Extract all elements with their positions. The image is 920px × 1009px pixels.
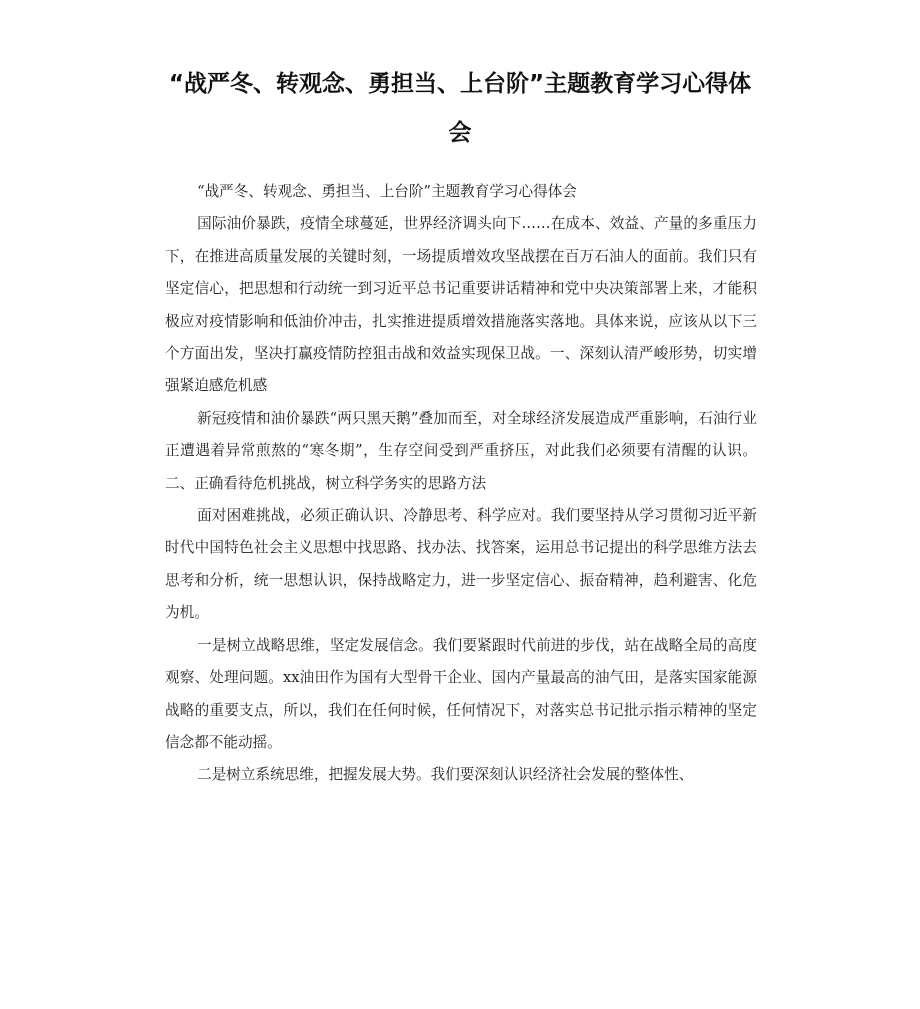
paragraph-situation: 新冠疫情和油价暴跌“两只黑天鹅”叠加而至，对全球经济发展造成严重影响，石油行业正遭遇着异常煎熬的“寒冬期”，生存空间受到严重挤压，对此我们必须要有清醒的认识。二、正确看待危机挑战，树立科学务实的思路方法 xyxy=(165,409,757,492)
paragraph-systems-thinking: 二是树立系统思维，把握发展大势。我们要深刻认识经济社会发展的整体性、 xyxy=(197,766,694,784)
paragraph-challenges: 面对困难挑战，必须正确认识、冷静思考、科学应对。我们要坚持从学习贯彻习近平新时代中国特色社会主义思想中找思路、找办法、找答案，运用总书记提出的科学思维方法去思考和分析，统一思想认识，保持战略定力，进一步坚定信心、振奋精神，趋利避害、化危为机。 xyxy=(165,507,757,622)
paragraph-intro: 国际油价暴跌，疫情全球蔓延，世界经济调头向下……在成本、效益、产量的多重压力下，在推进高质量发展的关键时刻，一场提质增效攻坚战摆在百万石油人的面前。我们只有坚定信心，把思想和行动统一到习近平总书记重要讲话精神和党中央决策部署上来，才能积极应对疫情影响和低油价冲击，扎实推进提质增效措施落实落地。具体来说，应该从以下三个方面出发，坚决打赢疫情防控狙击战和效益实现保卫战。一、深刻认清严峻形势，切实增强紧迫感危机感 xyxy=(165,215,757,395)
paragraph-strategic-thinking: 一是树立战略思维，坚定发展信念。我们要紧跟时代前进的步伐，站在战略全局的高度观察、处理问题。xx油田作为国有大型骨干企业、国内产量最高的油气田，是落实国家能源战略的重要支点，所以，我们在任何时候，任何情况下，对落实总书记批示指示精神的坚定信念都不能动摇。 xyxy=(165,636,757,751)
paragraph-subtitle: “战严冬、转观念、勇担当、上台阶”主题教育学习心得体会 xyxy=(197,183,577,200)
document-title: “战严冬、转观念、勇担当、上台阶”主题教育学习心得体会 xyxy=(168,71,752,146)
document-body xyxy=(165,176,757,792)
